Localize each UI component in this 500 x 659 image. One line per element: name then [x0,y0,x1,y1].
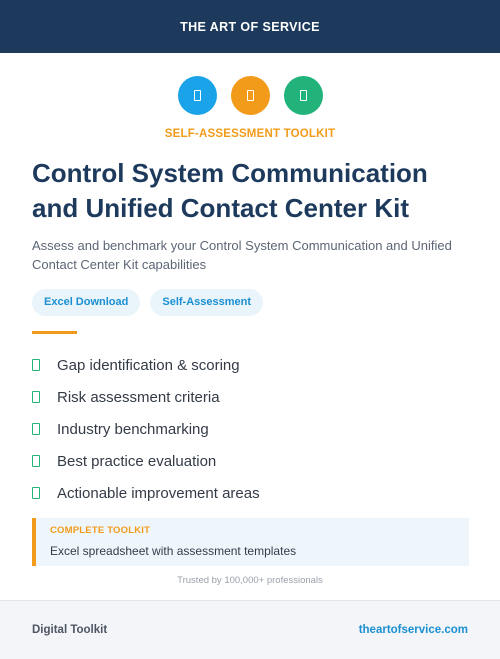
feature-item: Industry benchmarking [32,413,260,445]
accent-divider [32,331,77,334]
footer [0,600,500,659]
page-title: Control System Communication and Unified Contact Center Kit [32,158,428,223]
tag-self-assessment: Self-Assessment [150,289,263,316]
icon-row [0,76,500,115]
page-subtitle: Assess and benchmark your Control System Communication and Unified Contact Center Kit capabilities [32,238,452,272]
checkbox-icon [32,487,40,499]
document-icon [284,76,323,115]
toolkit-callout [32,518,469,566]
feature-item: Risk assessment criteria [32,381,260,413]
header-band [0,0,500,53]
tag-list [32,289,263,316]
callout-title: COMPLETE TOOLKIT [50,525,151,536]
feature-item: Actionable improvement areas [32,477,260,509]
tag-excel-download: Excel Download [32,289,140,316]
footer-label: Digital Toolkit [32,624,108,636]
brand-name: THE ART OF SERVICE [180,19,320,34]
checkbox-icon [32,455,40,467]
checkbox-icon [32,423,40,435]
callout-text: Excel spreadsheet with assessment templates [50,544,297,558]
document-icon [178,76,217,115]
checkbox-icon [32,359,40,371]
checkbox-icon [32,391,40,403]
feature-item: Best practice evaluation [32,445,260,477]
document-icon [231,76,270,115]
trust-note: Trusted by 100,000+ professionals [177,575,323,586]
feature-item: Gap identification & scoring [32,349,260,381]
website-link[interactable]: theartofservice.com [358,624,468,636]
feature-list [32,349,260,509]
kicker-label: SELF-ASSESSMENT TOOLKIT [164,128,336,140]
